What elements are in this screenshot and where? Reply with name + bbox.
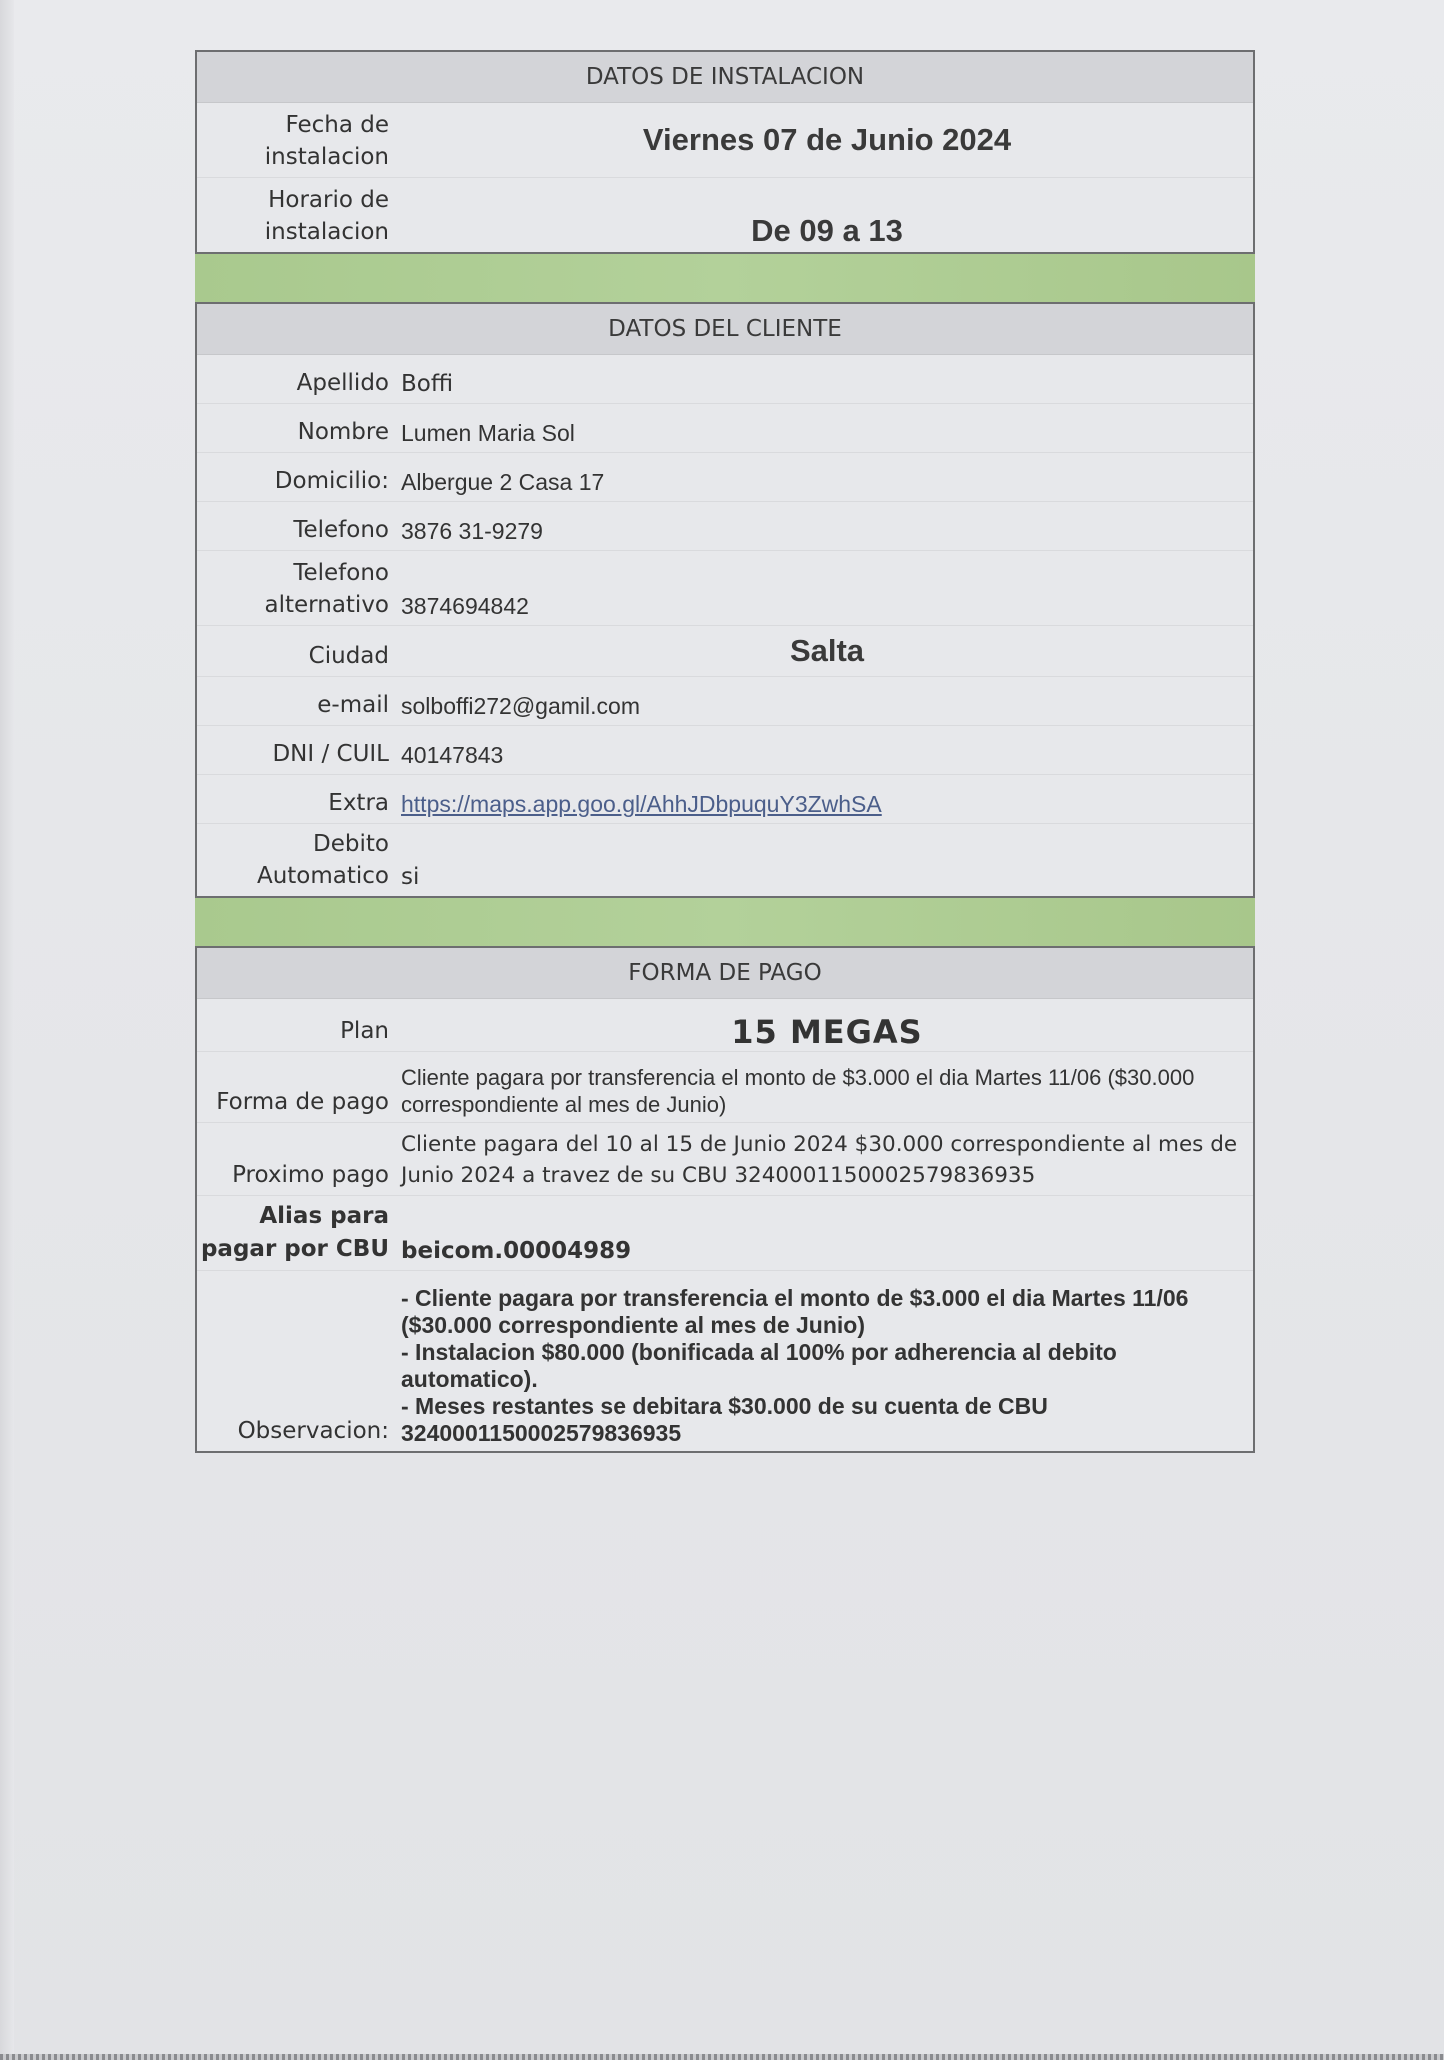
ciudad-value: Salta <box>789 633 865 668</box>
telefono-value: 3876 31-9279 <box>401 518 543 544</box>
client-row <box>197 824 1253 896</box>
payment-header: FORMA DE PAGO <box>197 948 1253 999</box>
plan-label: Plan <box>340 1018 389 1044</box>
green-separator <box>195 254 1255 302</box>
plan-row <box>197 999 1253 1052</box>
ciudad-label: Ciudad <box>308 643 389 669</box>
debito-label: Debito Automatico <box>256 831 389 889</box>
proximo-label: Proximo pago <box>232 1162 389 1188</box>
client-row <box>197 775 1253 824</box>
apellido-value: Boffi <box>401 371 454 397</box>
dni-label: DNI / CUIL <box>272 741 389 767</box>
forma-label: Forma de pago <box>216 1089 389 1115</box>
nombre-value: Lumen Maria Sol <box>401 420 575 446</box>
forma-value: Cliente pagara por transferencia el monto de $3.000 el dia Martes 11/06 ($30.000 correspondiente al mes de Junio) <box>401 1065 1195 1117</box>
client-row <box>197 404 1253 453</box>
client-section <box>195 302 1255 898</box>
installation-form <box>195 50 1255 1453</box>
alias-value: beicom.00004989 <box>401 1238 632 1264</box>
maps-link[interactable]: https://maps.app.goo.gl/AhhJDbpuquY3ZwhSA <box>401 791 882 817</box>
client-row <box>197 355 1253 404</box>
obs-label: Observacion: <box>237 1418 389 1444</box>
client-row <box>197 551 1253 626</box>
telefono-alt-value: 3874694842 <box>401 593 529 619</box>
client-row <box>197 677 1253 726</box>
alias-label: Alias para pagar por CBU <box>200 1203 389 1262</box>
client-row <box>197 453 1253 502</box>
obs-value: - Cliente pagara por transferencia el monto de $3.000 el dia Martes 11/06 ($30.000 correspondiente al mes de Junio) - Instalacion $80.000 (bonificada al 100% por adherencia al debito automatico). - Meses restantes se debitara $30.000 de su cuenta de CBU 3240001150002579836935 <box>401 1285 1189 1446</box>
installation-section <box>195 50 1255 254</box>
client-row <box>197 626 1253 677</box>
fecha-value: Viernes 07 de Junio 2024 <box>642 122 1012 157</box>
telefono-label: Telefono <box>293 517 389 543</box>
email-value: solboffi272@gamil.com <box>401 693 640 719</box>
installation-header: DATOS DE INSTALACION <box>197 52 1253 103</box>
payment-section <box>195 946 1255 1453</box>
forma-row <box>197 1052 1253 1123</box>
bottom-edge <box>0 2054 1444 2060</box>
client-header: DATOS DEL CLIENTE <box>197 304 1253 355</box>
horario-value: De 09 a 13 <box>751 213 903 248</box>
alias-row <box>197 1196 1253 1271</box>
horario-row <box>197 178 1253 252</box>
email-label: e-mail <box>317 692 389 718</box>
fecha-label: Fecha de instalacion <box>264 112 389 170</box>
client-row <box>197 502 1253 551</box>
debito-value: si <box>401 864 420 890</box>
obs-row <box>197 1271 1253 1451</box>
client-row <box>197 726 1253 775</box>
paper-edge <box>0 0 14 2060</box>
domicilio-value: Albergue 2 Casa 17 <box>401 469 605 495</box>
proximo-value: Cliente pagara del 10 al 15 de Junio 2024 $30.000 correspondiente al mes de Junio 2024 a travez de su CBU 3240001150002579836935 <box>401 1132 1238 1188</box>
domicilio-label: Domicilio: <box>274 468 389 494</box>
proximo-row <box>197 1123 1253 1196</box>
green-separator <box>195 898 1255 946</box>
telefono-alt-label: Telefono alternativo <box>264 560 389 618</box>
fecha-row <box>197 103 1253 178</box>
dni-value: 40147843 <box>401 742 504 768</box>
nombre-label: Nombre <box>297 419 389 445</box>
horario-label: Horario de instalacion <box>264 187 389 245</box>
extra-label: Extra <box>328 790 389 816</box>
apellido-label: Apellido <box>296 370 389 396</box>
plan-value: 15 MEGAS <box>731 1013 923 1051</box>
